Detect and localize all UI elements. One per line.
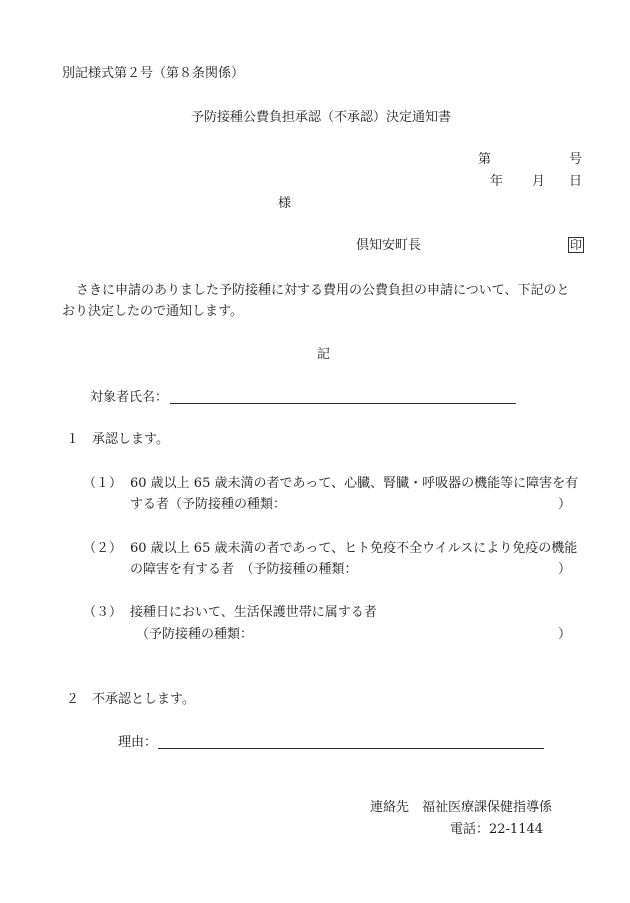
item-2-number: （２） — [83, 541, 123, 556]
issuer-seal — [568, 237, 584, 254]
item-2-line-2: の障害を有する者 （予防接種の種類： — [130, 562, 358, 577]
date-month: 月 — [532, 174, 546, 189]
date-day: 日 — [569, 174, 583, 189]
item-2-close-paren: ） — [558, 562, 572, 577]
issuer-name: 倶知安町長 — [356, 238, 422, 253]
subject-name-label: 対象者氏名： — [90, 390, 169, 405]
addressee-suffix: 様 — [278, 196, 292, 211]
reason-field[interactable] — [158, 748, 544, 749]
item-1-close-paren: ） — [558, 497, 572, 512]
form-number: 別記様式第２号（第８条関係） — [62, 66, 245, 81]
item-1-number: （１） — [83, 476, 123, 491]
item-3-number: （３） — [83, 605, 123, 620]
item-2-line-1: 60 歳以上 65 歳未満の者であって、ヒト免疫不全ウイルスにより免疫の機能 — [130, 541, 578, 556]
contact-line-1: 連絡先 福祉医療課保健指導係 — [370, 800, 553, 815]
ki-heading: 記 — [317, 347, 331, 362]
doc-number-dai: 第 — [478, 152, 492, 167]
item-3-line-2: （予防接種の種類： — [136, 627, 254, 642]
item-3-line-1: 接種日において、生活保護世帯に属する者 — [130, 605, 377, 620]
doc-number-go: 号 — [569, 152, 583, 167]
body-line-2: おり決定したので通知します。 — [62, 304, 243, 319]
body-line-1: さきに申請のありました予防接種に対する費用の公費負担の申請について、下記のと — [76, 283, 570, 298]
date-year: 年 — [490, 174, 504, 189]
reason-label: 理由： — [118, 735, 158, 750]
document-title: 予防接種公費負担承認（不承認）決定通知書 — [191, 110, 452, 125]
subject-name-field[interactable] — [170, 403, 516, 404]
seal-stamp: 印 — [570, 238, 583, 252]
contact-phone: 電話：22-1144 — [450, 822, 544, 837]
item-1-line-1: 60 歳以上 65 歳未満の者であって、心臓、腎臓・呼吸器の機能等に障害を有 — [130, 476, 579, 491]
item-1-line-2: する者（予防接種の種類： — [130, 497, 287, 512]
section2-heading: ２ 不承認とします。 — [66, 692, 195, 707]
item-3-close-paren: ） — [558, 627, 572, 642]
section1-heading: １ 承認します。 — [66, 432, 169, 447]
